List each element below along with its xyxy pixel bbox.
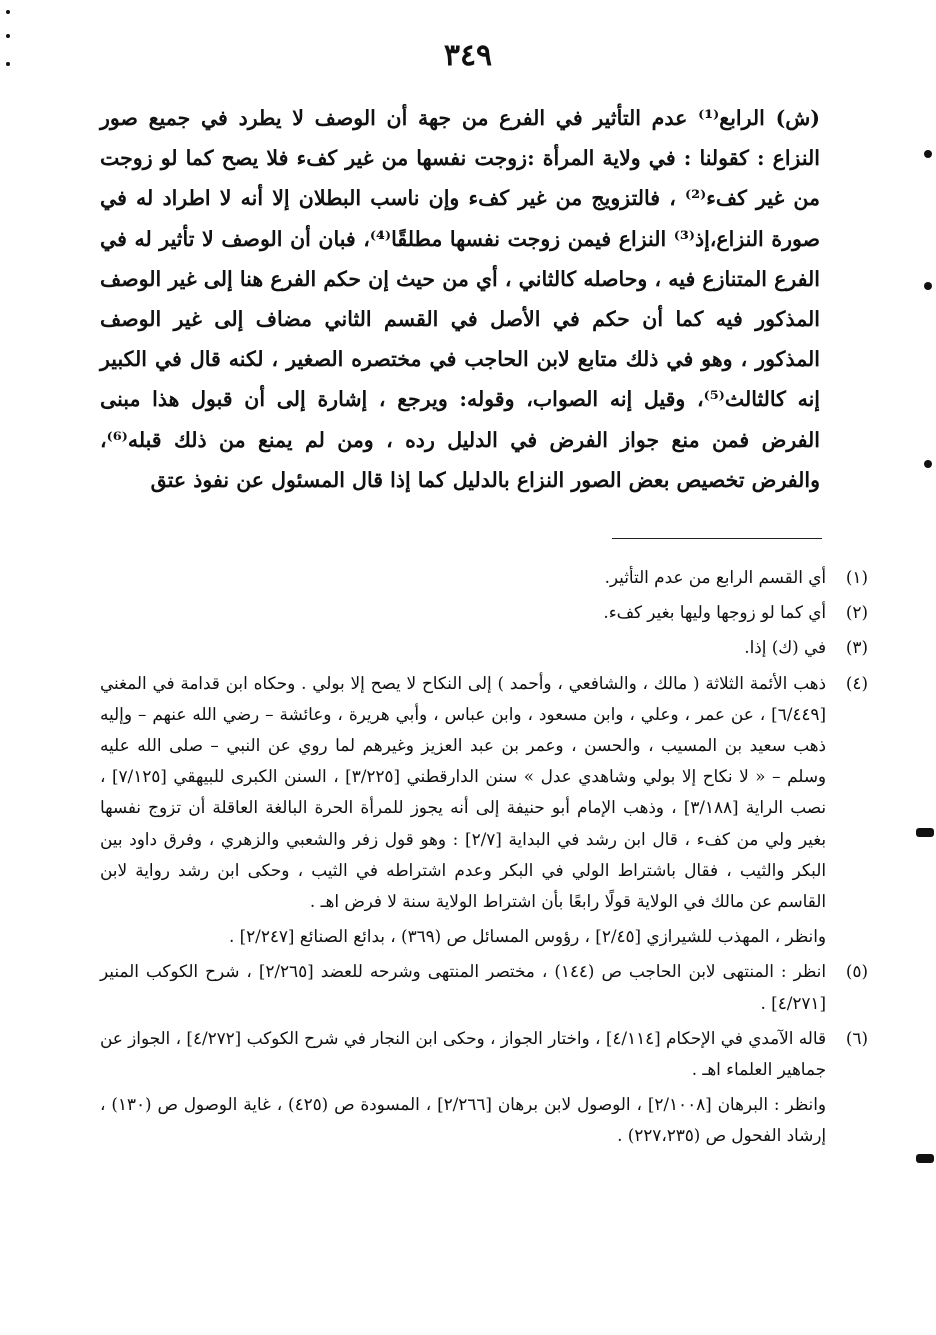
footnote-2 <box>100 597 868 628</box>
footnote-text: في (ك) إذا. <box>744 637 826 658</box>
footnote-body <box>100 668 826 918</box>
footnotes <box>100 562 868 1156</box>
main-paragraph: (ش) الرابع⁽¹⁾ عدم التأثير في الفرع من جهة أن الوصف لا يطرد في جميع صور النزاع : كقولنا : في ولاية المرأة :زوجت نفسها من غير كفء فلا يصح كما لو زوجت من غير كفء⁽²⁾ ، فالتزويج من غير كفء وإن ناسب البطلان إلا أنه لا اطراد له في صورة النزاع،إذ⁽³⁾ النزاع فيمن زوجت نفسها مطلقًا⁽⁴⁾، فبان أن الوصف لا تأثير له في الفرع المتنازع فيه ، وحاصله كالثاني ، أي من حيث إن حكم الفرع هنا إلى غير الوصف المذكور فيه كما أن حكم في الأصل في القسم الثاني مضاف إلى غير الوصف المذكور ، وهو في ذلك متابع لابن الحاجب في مختصره الصغير ، لكنه قال في الكبير إنه كالثالث⁽⁵⁾، وقيل إنه الصواب، وقوله: ويرجع ، إشارة إلى أن قبول هذا مبنى الفرض فمن منع جواز الفرض في الدليل رده ، ومن لم يمنع من ذلك قبله⁽⁶⁾، والفرض تخصيص بعض الصور النزاع بالدليل كما إذا قال المسئول عن نفوذ عتق <box>100 106 820 492</box>
footnote-5 <box>100 956 868 1018</box>
margin-mark <box>924 460 932 468</box>
margin-mark <box>916 828 934 837</box>
page-number: ٣٤٩ <box>443 38 493 73</box>
margin-mark <box>924 282 932 290</box>
footnote-6-continuation: وانظر : البرهان [٢/١٠٠٨] ، الوصول لابن برهان [٢/٢٦٦] ، المسودة ص (٤٢٥) ، غاية الوصول ص (١٣٠) ، إرشاد الفحول ص (٢٢٧،٢٣٥) . <box>100 1094 826 1146</box>
footnote-3 <box>100 632 868 663</box>
footnote-body <box>100 632 826 663</box>
footnote-body <box>100 562 826 593</box>
footnote-text: انظر : المنتهى لابن الحاجب ص (١٤٤) ، مختصر المنتهى وشرحه للعضد [٢/٢٦٥] ، شرح الكوكب المنير [٤/٢٧١] . <box>100 961 826 1013</box>
footnote-body <box>100 956 826 1018</box>
footnote-number: (٥) <box>845 961 868 982</box>
footnote-text: أي كما لو زوجها وليها بغير كفء. <box>603 602 826 623</box>
footnote-number: (١) <box>845 567 868 587</box>
footnote-separator <box>612 538 822 539</box>
footnote-4 <box>100 668 868 918</box>
footnote-text: قاله الآمدي في الإحكام [٤/١١٤] ، واختار الجواز ، وحكى ابن النجار في شرح الكوكب [٤/٢٧٢] ، الجواز عن جماهير العلماء اهـ . <box>100 1027 826 1080</box>
margin-mark <box>916 1154 934 1163</box>
footnote-text: أي القسم الرابع من عدم التأثير. <box>604 567 826 587</box>
footnote-body <box>100 1023 826 1085</box>
main-text <box>100 98 820 500</box>
footnote-4-continuation: وانظر ، المهذب للشيرازي [٢/٤٥] ، رؤوس المسائل ص (٣٦٩) ، بدائع الصنائع [٢/٢٤٧] . <box>228 926 826 947</box>
footnote-number: (٦) <box>845 1027 868 1048</box>
margin-mark <box>6 10 10 14</box>
footnote-number: (٢) <box>845 602 868 623</box>
footnote-number: (٤) <box>845 672 868 693</box>
footnote-text: ذهب الأئمة الثلاثة ( مالك ، والشافعي ، وأحمد ) إلى النكاح لا يصح إلا بولي . وحكاه ابن قدامة في المغني [٦/٤٤٩] ، عن عمر ، وعلي ، وابن مسعود ، وابن عباس ، وأبي هريرة ، وعائشة – رضي الله عنهم – وإليه ذهب سعيد بن المسيب ، والحسن ، وعمر بن عبد العزيز وغيرهم لما روي عن النبي – صلى الله عليه وسلم – « لا نكاح إلا بولي وشاهدي عدل » سنن الدارقطني [٣/٢٢٥] ، السنن الكبرى للبيهقي [٧/١٢٥] ، نصب الراية [٣/١٨٨] ، وذهب الإمام أبو حنيفة إلى أنه يجوز للمرأة الحرة البالغة العاقلة أن تزوج نفسها بغير ولي من كفء ، قال ابن رشد في البداية [٢/٧] : وهو قول زفر والشعبي والزهري ، وفرق داود بين البكر والثيب ، فقال باشتراط الولي في البكر وعدم اشتراطه في الثيب ، وحكى ابن رشد رواية لابن القاسم عن مالك في الولاية قولًا رابعًا بأن اشتراط الولاية سنة لا فرض اهـ . <box>100 672 826 912</box>
footnote-number: (٣) <box>845 637 868 658</box>
footnote-body <box>100 597 826 628</box>
footnote-6 <box>100 1023 868 1085</box>
margin-mark <box>924 150 932 158</box>
footnote-1 <box>100 562 868 593</box>
